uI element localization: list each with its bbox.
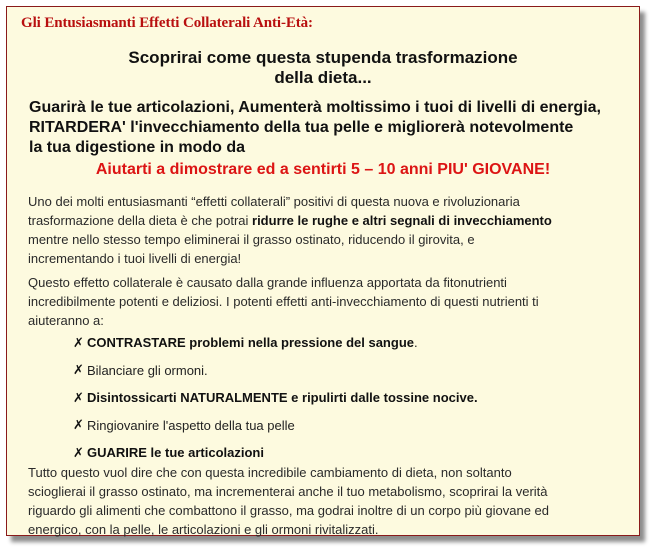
- headline: [7, 48, 639, 88]
- highlight-claim: Aiutarti a dimostrare ed a sentirti 5 – 10 anni PIU' GIOVANE!: [95, 161, 551, 178]
- paragraph-line: riguardo gli alimenti che combattono il grasso, ma godrai inoltre di un corpo più giovane ed: [28, 503, 550, 518]
- cross-mark-icon: ✗: [73, 362, 84, 378]
- list-item-text: Ringiovanire l'aspetto della tua pelle: [87, 417, 295, 433]
- cross-mark-icon: ✗: [73, 444, 84, 460]
- list-item-bold: Disintossicarti NATURALMENTE e ripulirti dalle tossine nocive.: [87, 390, 478, 406]
- paragraph-text: trasformazione della dieta è che potrai: [28, 213, 253, 228]
- paragraph-line: incredibilmente potenti e deliziosi. I potenti effetti anti-invecchiamento di questi nutrienti ti: [28, 294, 539, 309]
- cross-mark-icon: ✗: [73, 417, 84, 433]
- paragraph-line: aiuteranno a:: [28, 313, 104, 328]
- cross-mark-icon: ✗: [73, 334, 84, 350]
- subheadline-line-3: la tua digestione in modo da: [29, 139, 246, 156]
- paragraph-line: incrementando i tuoi livelli di energia!: [28, 251, 242, 266]
- paragraph-line: Uno dei molti entusiasmanti “effetti collaterali” positivi di questa nuova e rivoluzionaria: [28, 194, 520, 209]
- list-item: [73, 412, 633, 440]
- list-item: [73, 384, 633, 412]
- paragraph-line: scioglierai il grasso ostinato, ma incrementerai anche il tuo metabolismo, scoprirai la verità: [28, 484, 548, 499]
- paragraph-conclusion: [28, 463, 640, 539]
- list-item-text: .: [414, 335, 418, 351]
- paragraph-line: energico, con la pelle, le articolazioni e gli ormoni rivitalizzati.: [28, 522, 379, 537]
- subheadline-line-1: Guarirà le tue articolazioni, Aumenterà moltissimo i tuoi di livelli di energia,: [29, 99, 601, 116]
- headline-line-2: della dieta...: [274, 68, 372, 87]
- paragraph-line: [28, 211, 640, 230]
- subheadline: [29, 98, 635, 158]
- cross-mark-icon: ✗: [73, 389, 84, 405]
- paragraph-line: Tutto questo vuol dire che con questa incredibile cambiamento di dieta, non soltanto: [28, 465, 512, 480]
- list-item-text: Bilanciare gli ormoni.: [87, 362, 208, 378]
- subheadline-line-2: RITARDERA' l'invecchiamento della tua pelle e migliorerà notevolmente: [29, 119, 574, 136]
- list-item: [73, 357, 633, 385]
- list-item: [73, 329, 633, 357]
- headline-line-1: Scoprirai come questa stupenda trasformazione: [128, 48, 518, 67]
- paragraph-side-effects: [28, 192, 640, 268]
- list-item-bold: GUARIRE le tue articolazioni: [87, 445, 264, 461]
- paragraph-phytonutrients: [28, 273, 640, 330]
- paragraph-line: Questo effetto collaterale è causato dalla grande influenza apportata da fitonutrienti: [28, 275, 507, 290]
- content-box: [6, 6, 640, 536]
- paragraph-emphasis: ridurre le rughe e altri segnali di invecchiamento: [252, 213, 552, 228]
- benefits-list: [73, 329, 633, 467]
- section-title: Gli Entusiasmanti Effetti Collaterali Anti-Età:: [21, 15, 313, 31]
- paragraph-line: mentre nello stesso tempo eliminerai il grasso ostinato, riducendo il girovita, e: [28, 232, 475, 247]
- list-item-bold: CONTRASTARE problemi nella pressione del sangue: [87, 335, 414, 351]
